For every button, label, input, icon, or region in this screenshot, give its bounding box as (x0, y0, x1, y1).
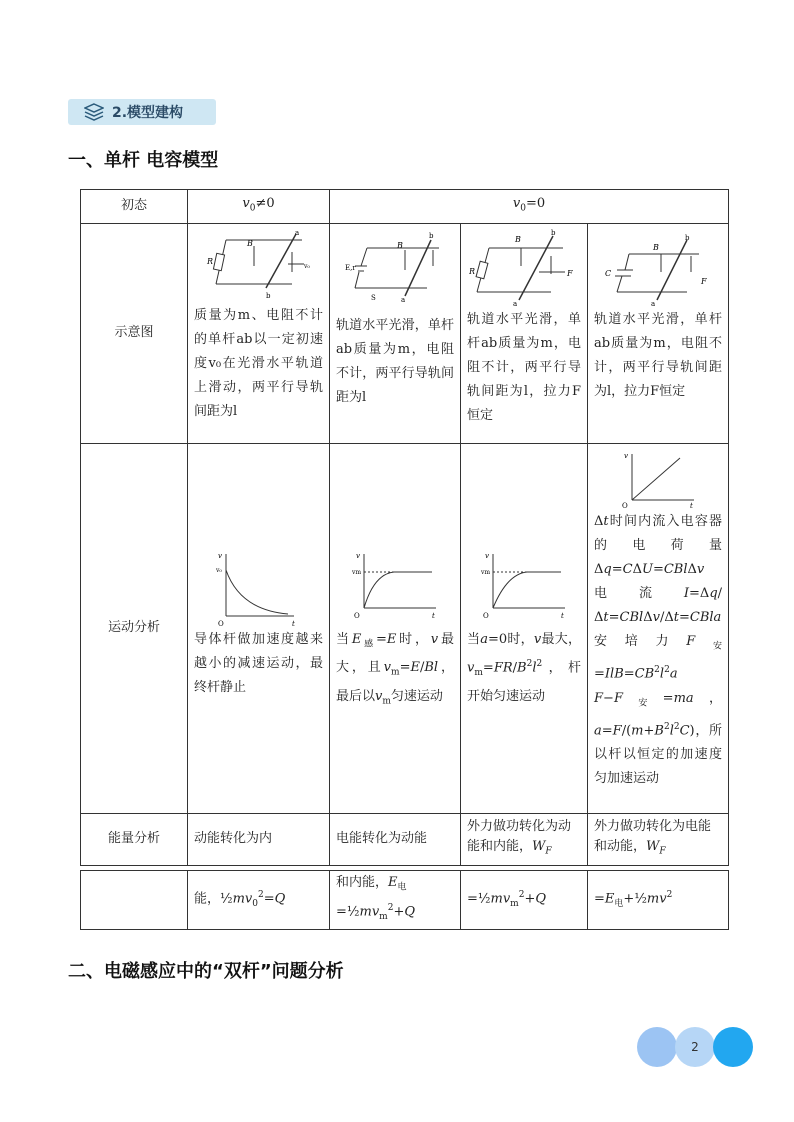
cell-energy-3-cont: $=\frac{1}{2}mv_m^2+Q$ (461, 871, 588, 930)
table-row (81, 223, 729, 443)
table-row (81, 443, 729, 813)
svg-text:b: b (551, 228, 556, 237)
svg-text:F: F (567, 268, 573, 278)
page-number-badge (637, 1027, 753, 1067)
svg-text:O: O (622, 501, 628, 510)
cell-diagram-1 (188, 223, 330, 443)
circuit-capacitor-figure (603, 226, 713, 308)
svg-text:B: B (397, 240, 403, 250)
header-initial: 初态 (81, 190, 188, 224)
table-row (81, 813, 729, 865)
cell-energy-2-cont: 和内能，$E_电=\frac{1}{2}mv_m^2+Q$ (330, 871, 461, 930)
heading-double-rod: 二、电磁感应中的“双杆”问题分析 (68, 961, 344, 982)
svg-text:v: v (356, 551, 360, 560)
table-row (81, 871, 729, 930)
svg-text:E,r: E,r (345, 263, 356, 272)
cell-diagram-4 (588, 223, 729, 443)
layers-icon (84, 103, 104, 121)
row-label-diagram: 示意图 (81, 223, 188, 443)
page-dot-left (637, 1027, 677, 1067)
svg-text:v: v (217, 551, 222, 560)
svg-text:vm: vm (481, 568, 491, 576)
circuit-resistor-figure (204, 226, 314, 304)
cell-energy-2: 电能转化为动能 (330, 813, 461, 865)
page-number: 2 (691, 1040, 699, 1054)
cell-energy-3: 外力做功转化为动能和内能，$W_F$ (461, 813, 588, 865)
svg-text:t: t (432, 611, 435, 620)
svg-text:a: a (294, 228, 299, 237)
svg-text:S: S (371, 293, 376, 302)
diagram-desc-2: 轨道水平光滑，单杆ab质量为m，电阻不计，两平行导轨间距为l (336, 317, 454, 405)
motion-desc-3: 当a=0时，v最大，$v_m=FR/B^2l^2$，杆开始匀速运动 (467, 631, 581, 704)
svg-text:t: t (690, 501, 693, 510)
motion-desc-2: 当$E_感=E$时，v最大，且$v_m=E/Bl$，最后以$v_m$匀速运动 (336, 631, 454, 707)
cell-motion-2 (330, 443, 461, 813)
cell-energy-4: 外力做功转化为电能和动能，$W_F$ (588, 813, 729, 865)
motion-desc-1: 导体杆做加速度越来越小的减速运动，最终杆静止 (194, 631, 323, 695)
model-table-continued (80, 870, 729, 930)
cell-energy-4-cont: $=E_电+\frac{1}{2}mv^2$ (588, 871, 729, 930)
cell-energy-1-cont: 能，$\frac{1}{2}mv_0^2=Q$ (188, 871, 330, 930)
vt-graph-decay (214, 550, 304, 628)
svg-text:R: R (206, 256, 213, 266)
svg-text:R: R (469, 266, 476, 276)
cell-energy-1: 动能转化为内 (188, 813, 330, 865)
svg-text:a: a (651, 299, 656, 308)
diagram-desc-3: 轨道水平光滑，单杆ab质量为m，电阻不计，两平行导轨间距为l，拉力F恒定 (467, 311, 581, 423)
cell-motion-4 (588, 443, 729, 813)
svg-text:vm: vm (352, 568, 362, 576)
circuit-battery-figure (345, 226, 445, 304)
row-label-energy: 能量分析 (81, 813, 188, 865)
vt-graph-rise-1 (350, 550, 440, 620)
cell-motion-3 (461, 443, 588, 813)
row-label-motion: 运动分析 (81, 443, 188, 813)
svg-text:C: C (605, 268, 612, 278)
svg-text:a: a (401, 295, 406, 304)
model-table (80, 189, 729, 866)
svg-text:O: O (217, 619, 224, 628)
svg-text:t: t (561, 611, 564, 620)
circuit-resistor-force-figure (469, 226, 579, 308)
svg-text:b: b (429, 231, 434, 240)
svg-text:B: B (653, 242, 659, 252)
svg-text:v: v (485, 551, 489, 560)
cell-diagram-2 (330, 223, 461, 443)
section-tag (68, 99, 216, 125)
motion-desc-4: Δt时间内流入电容器的电荷量Δq=CΔU=CBlΔv 电流I=Δq/Δt=CBlΔv/Δt=CBla 安培力$F_安=IlB=CB^2l^2a$ $F-F_安=ma$，$a=F/(m+B^2l^2C)$，所以杆以恒定的加速度匀加速运动 (594, 513, 723, 787)
svg-text:a: a (513, 299, 518, 308)
svg-text:O: O (483, 611, 489, 620)
page-dot-right (713, 1027, 753, 1067)
svg-text:B: B (246, 238, 253, 248)
header-v0-nonzero: $v_0\ne 0$ (188, 190, 330, 224)
vt-graph-rise-2 (479, 550, 569, 620)
heading-single-rod-capacitor: 一、单杆 电容模型 (68, 150, 219, 171)
header-v0-zero: $v_0=0$ (330, 190, 729, 224)
table-row (81, 190, 729, 224)
svg-text:b: b (265, 291, 270, 300)
svg-text:t: t (291, 619, 295, 628)
svg-text:v₀: v₀ (303, 262, 310, 270)
svg-text:b: b (685, 233, 690, 242)
cell-energy-label-cont (81, 871, 188, 930)
svg-text:F: F (701, 276, 707, 286)
vt-graph-linear (618, 450, 698, 510)
diagram-desc-4: 轨道水平光滑，单杆ab质量为m，电阻不计，两平行导轨间距为l，拉力F恒定 (594, 311, 723, 399)
svg-text:O: O (354, 611, 360, 620)
svg-text:v: v (624, 451, 628, 460)
cell-diagram-3 (461, 223, 588, 443)
section-tag-label: 2.模型建构 (112, 105, 184, 121)
diagram-desc-1: 质量为m、电阻不计的单杆ab以一定初速度v₀在光滑水平轨道上滑动，两平行导轨间距为l (194, 307, 323, 419)
svg-text:v₀: v₀ (215, 566, 222, 574)
svg-text:B: B (515, 234, 521, 244)
cell-motion-1 (188, 443, 330, 813)
